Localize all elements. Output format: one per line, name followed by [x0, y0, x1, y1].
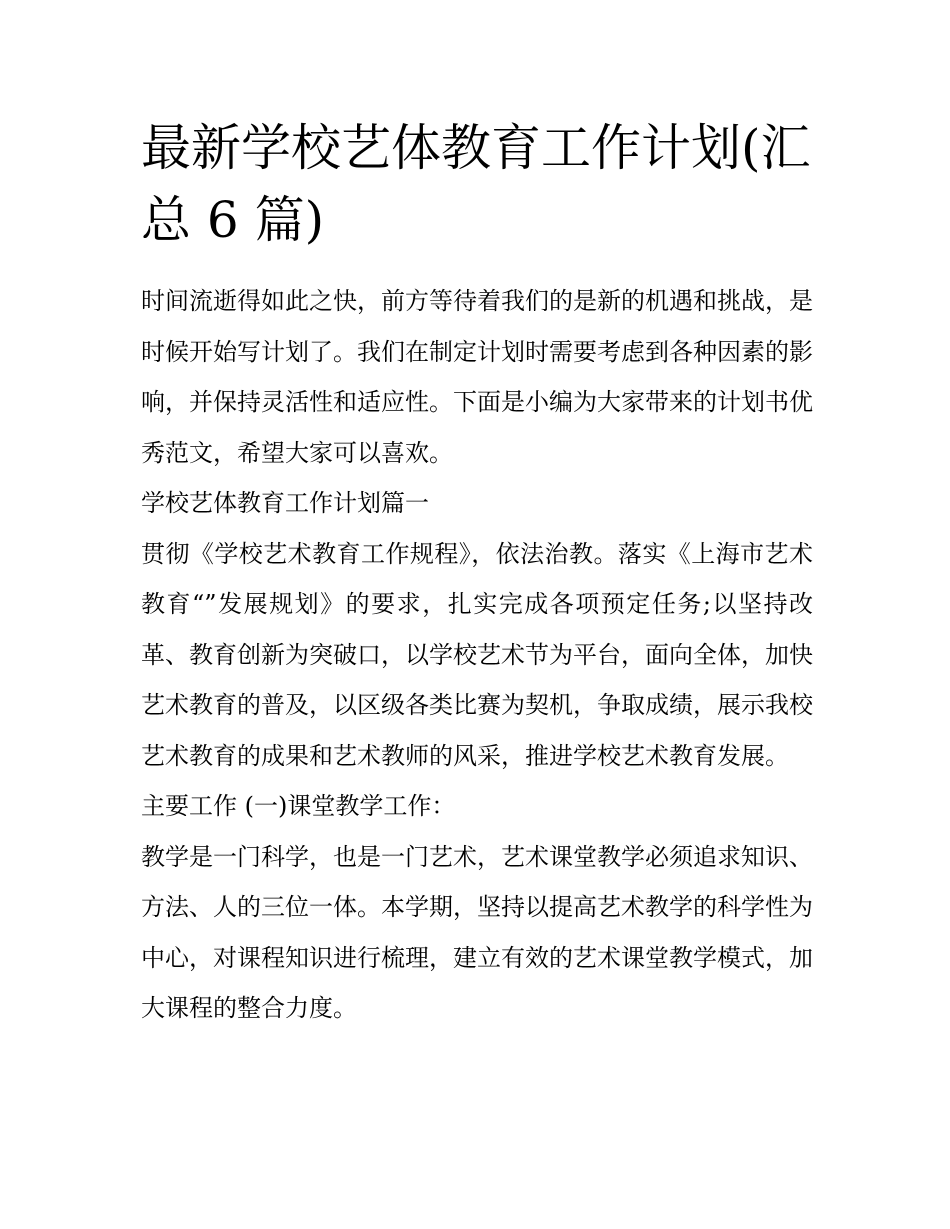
subsection-heading: 主要工作 (一)课堂教学工作：: [141, 792, 456, 820]
body-paragraph: 贯彻《学校艺术教育工作规程》，依法治教。落实《上海市艺术教育“”发展规划》的要求，扎实完成各项预定任务;以坚持改革、教育创新为突破口，以学校艺术节为平台，面向全体，加快艺术教育的普及，以区级各类比赛为契机，争取成绩，展示我校艺术教育的成果和艺术教师的风采，推进学校艺术教育发展。: [141, 539, 813, 770]
document-title: 最新学校艺体教育工作计划(汇总 6 篇): [141, 119, 811, 249]
intro-paragraph: 时间流逝得如此之快，前方等待着我们的是新的机遇和挑战，是时候开始写计划了。我们在制定计划时需要考虑到各种因素的影响，并保持灵活性和适应性。下面是小编为大家带来的计划书优秀范文，希望大家可以喜欢。: [141, 287, 813, 467]
section-heading: 学校艺体教育工作计划篇一: [141, 489, 429, 517]
body-paragraph: 教学是一门科学，也是一门艺术，艺术课堂教学必须追求知识、方法、人的三位一体。本学期，坚持以提高艺术教学的科学性为中心，对课程知识进行梳理，建立有效的艺术课堂教学模式，加大课程的整合力度。: [141, 842, 813, 1022]
document-body: [141, 112, 813, 1034]
